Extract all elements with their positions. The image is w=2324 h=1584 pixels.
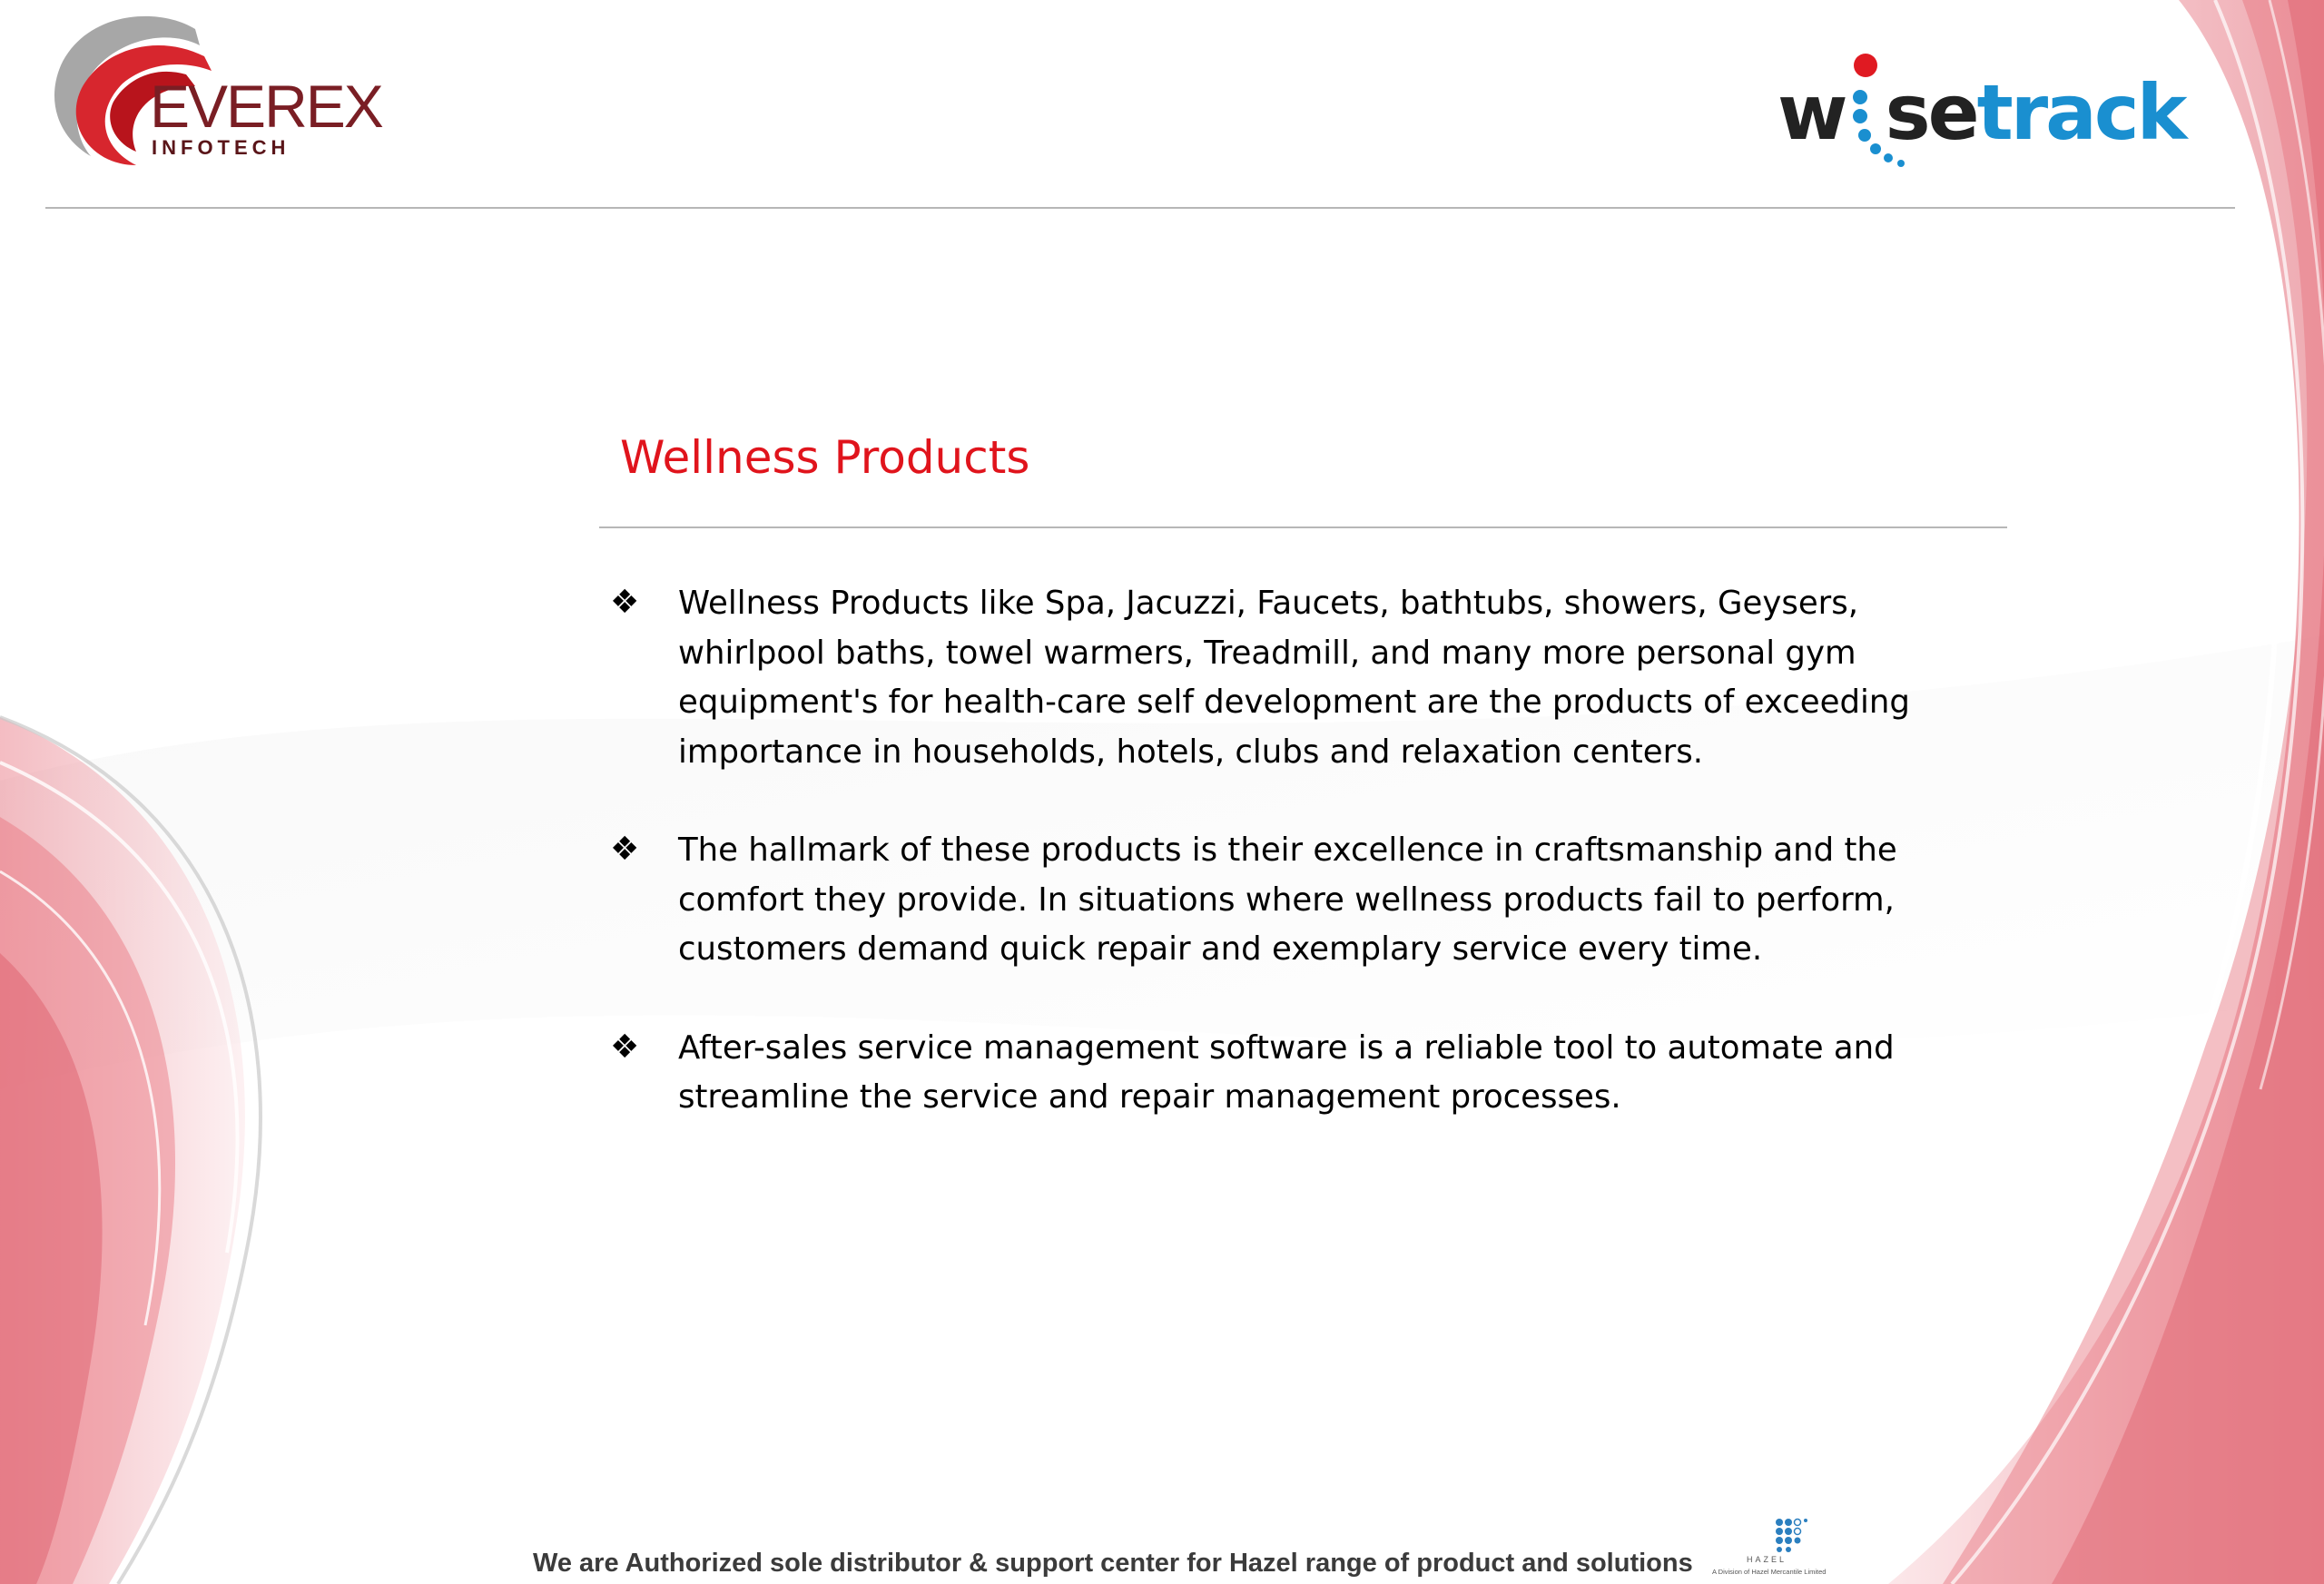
footer-distributor-text: We are Authorized sole distributor & support center for Hazel range of product and solutions bbox=[533, 1549, 1693, 1578]
wisetrack-logo bbox=[1777, 45, 2195, 191]
bullet-item bbox=[610, 579, 1990, 777]
everex-infotech-logo bbox=[50, 11, 390, 174]
everex-wordmark: EVEREX bbox=[150, 73, 382, 140]
hazel-logo bbox=[1710, 1511, 1874, 1582]
bullet-list bbox=[610, 579, 1990, 1172]
wisetrack-track: track bbox=[1976, 68, 2185, 157]
title-divider bbox=[599, 526, 2007, 528]
hazel-name: HAZEL bbox=[1747, 1555, 1787, 1564]
bullet-text: After-sales service management software is a reliable tool to automate and streamline the service and repair management processes. bbox=[678, 1028, 1895, 1116]
wisetrack-prefix: w bbox=[1777, 68, 1846, 157]
wisetrack-wordmark bbox=[1777, 68, 2185, 157]
everex-subtitle: INFOTECH bbox=[152, 136, 290, 159]
diamond-four-icon: ❖ bbox=[610, 1027, 640, 1065]
slide-title: Wellness Products bbox=[620, 431, 1030, 484]
hazel-tagline: A Division of Hazel Mercantile Limited bbox=[1712, 1568, 1827, 1576]
diamond-four-icon: ❖ bbox=[610, 583, 640, 620]
bullet-text: Wellness Products like Spa, Jacuzzi, Faucets, bathtubs, showers, Geysers, whirlpool baths, towel warmers, Treadmill, and many more personal gym equipment's for health-care self development are the products of exceeding importance in households, hotels, clubs and relaxation centers. bbox=[678, 585, 1910, 771]
header-divider bbox=[45, 207, 2235, 209]
bullet-item bbox=[610, 1024, 1990, 1123]
bullet-item bbox=[610, 826, 1990, 975]
bullet-text: The hallmark of these products is their excellence in craftsmanship and the comfort they provide. In situations where wellness products fail to perform, customers demand quick repair and exemplary service every time. bbox=[678, 831, 1897, 968]
diamond-four-icon: ❖ bbox=[610, 830, 640, 867]
wisetrack-se: se bbox=[1885, 68, 1977, 157]
hazel-dots-icon bbox=[1774, 1517, 1819, 1553]
